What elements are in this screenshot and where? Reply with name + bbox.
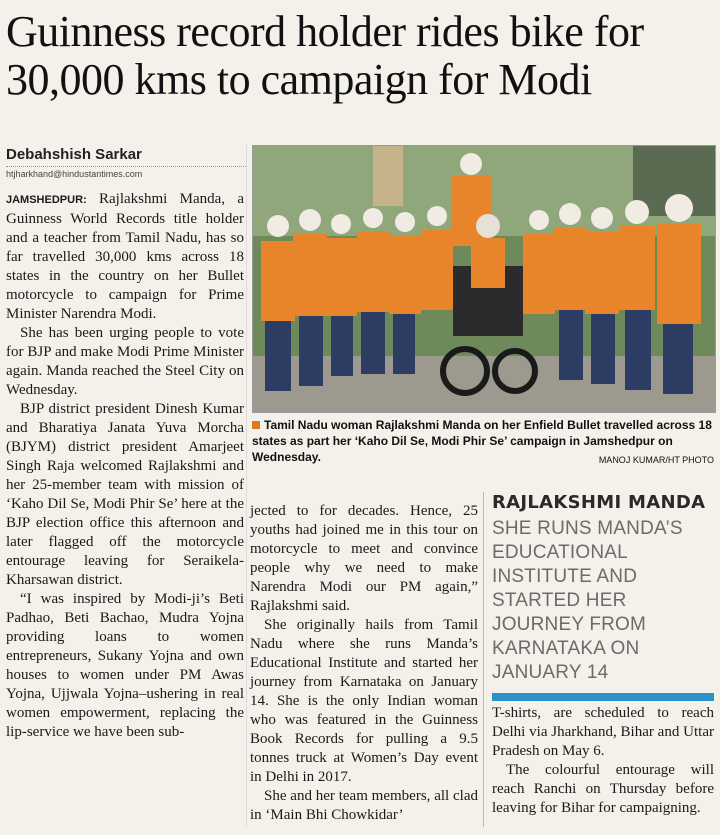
paragraph: The colourful entourage will reach Ranchi on Thursday before leaving for Bihar for campaigning. xyxy=(492,762,714,816)
article-column-3 xyxy=(492,704,714,818)
dateline: JAMSHEDPUR: xyxy=(6,194,87,206)
paragraph xyxy=(6,190,244,324)
photo-caption xyxy=(252,417,714,468)
article-column-2 xyxy=(250,502,478,825)
article-column-1 xyxy=(6,190,244,742)
headline: Guinness record holder rides bike for 30,000 kms to campaign for Modi xyxy=(6,7,644,104)
pull-quote-name: RAJLAKSHMI MANDA xyxy=(492,492,706,513)
paragraph: “I was inspired by Modi-ji’s Beti Padhao, Beti Bachao, Mudra Yojna providing loans to women entrepreneurs, Sukany Yojna and own houses to women under PM Awas Yojna, Ujjwala Yojna–ushering in real women empowerment, replacing the lip-service we have been sub- xyxy=(6,591,244,740)
paragraph: BJP district president Dinesh Kumar and Bharatiya Janata Yuva Morcha (BJYM) district president Amarjeet Singh Raja welcomed Rajlakshmi and her 25-member team with mission of ‘Kaho Dil Se, Modi Phir Se’ here at the BJP election office this afternoon and later flagged off the motorcycle entourage leaving for Seraikela-Kharsawan district. xyxy=(6,401,244,588)
column-divider xyxy=(483,492,484,827)
paragraph: She originally hails from Tamil Nadu where she runs Manda’s Educational Institute and started her journey from Karnataka on January 14. She is the only Indian woman who was featured in the Guinness Book Records for pulling a 9.5 tonnes truck at Women’s Day event in Delhi in 2017. xyxy=(250,617,478,785)
author-name: Debahshish Sarkar xyxy=(6,146,142,163)
pull-quote-rule xyxy=(492,693,714,701)
pull-quote-text: SHE RUNS MANDA’S EDUCATIONAL INSTITUTE AND STARTED HER JOURNEY FROM KARNATAKA ON JANUARY 14 xyxy=(492,518,683,683)
paragraph: She has been urging people to vote for BJP and make Modi Prime Minister again. Manda reached the Steel City on Wednesday. xyxy=(6,325,244,398)
photo-credit: MANOJ KUMAR/HT PHOTO xyxy=(598,455,714,465)
photo-illustration xyxy=(253,146,715,412)
caption-text: Tamil Nadu woman Rajlakshmi Manda on her Enfield Bullet travelled across 18 states as part her ‘Kaho Dil Se, Modi Phir Se’ campaign in Jamshedpur on Wednesday. xyxy=(252,418,712,464)
paragraph-text: Rajlakshmi Manda, a Guinness World Records title holder and a teacher from Tamil Nadu, has so far travelled 30,000 kms across 18 states in the country on her Bullet motorcycle to campaign for Prime Minister Narendra Modi. xyxy=(6,191,244,322)
news-photo xyxy=(252,145,716,413)
column-divider xyxy=(246,145,247,827)
author-email[interactable]: htjharkhand@hindustantimes.com xyxy=(6,166,246,179)
paragraph: jected to for decades. Hence, 25 youths had joined me in this tour on motorcycle to meet and convince people why we need to make Narendra Modi our PM again,” Rajlakshmi said. xyxy=(250,503,478,614)
pull-quote xyxy=(492,492,714,701)
byline xyxy=(6,146,246,179)
paragraph: T-shirts, are scheduled to reach Delhi via Jharkhand, Bihar and Uttar Pradesh on May 6. xyxy=(492,705,714,759)
paragraph: She and her team members, all clad in ‘Main Bhi Chowkidar’ xyxy=(250,788,478,823)
caption-marker xyxy=(252,421,260,429)
